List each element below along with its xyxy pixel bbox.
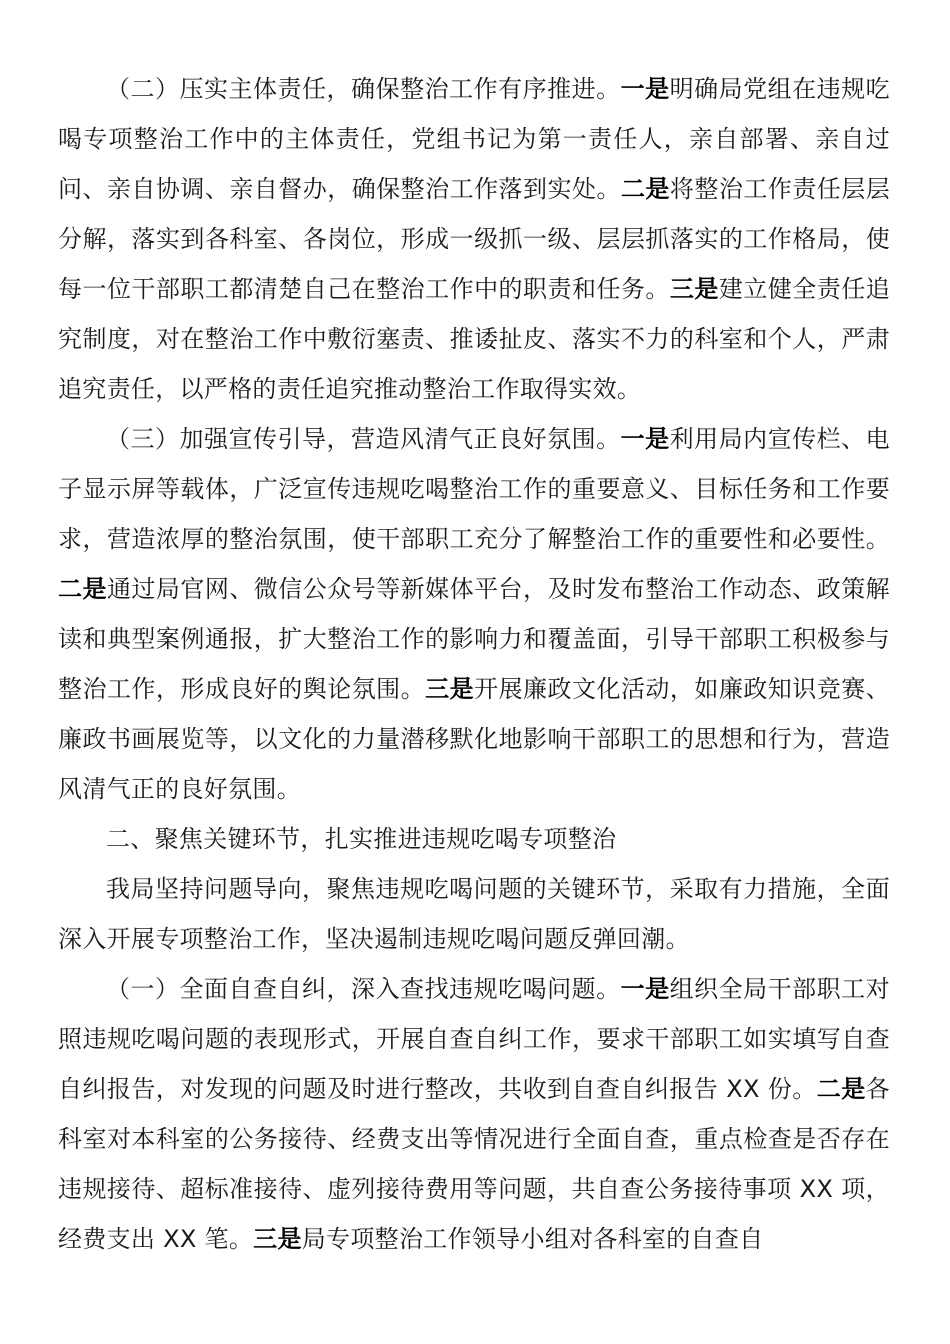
item-label: 二是 — [816, 1075, 866, 1103]
paragraph-lead: （一）全面自查自纠，深入查找违规吃喝问题。 — [106, 975, 621, 1003]
paragraph-self-inspection — [58, 964, 890, 1264]
item-text: 建立健全责任追究制度，对在整治工作中敷衍塞责、推诿扯皮、落实不力的科室和个人，严肃追究责任，以严格的责任追究推动整治工作取得实效。 — [58, 275, 890, 403]
item-label: 三是 — [425, 675, 475, 703]
paragraph-responsibility — [58, 64, 890, 414]
section-intro: 我局坚持问题导向，聚焦违规吃喝问题的关键环节，采取有力措施，全面深入开展专项整治工作，坚决遏制违规吃喝问题反弹回潮。 — [58, 875, 890, 953]
item-label: 三是 — [253, 1225, 302, 1253]
paragraph-publicity — [58, 414, 890, 814]
item-label: 一是 — [620, 75, 670, 103]
item-text: 将整治工作责任层层分解，落实到各科室、各岗位，形成一级抓一级、层层抓落实的工作格局，使每一位干部职工都清楚自己在整治工作中的职责和任务。 — [58, 175, 890, 303]
paragraph-lead: （二）压实主体责任，确保整治工作有序推进。 — [106, 75, 621, 103]
item-label: 一是 — [620, 975, 670, 1003]
item-text: 组织全局干部职工对照违规吃喝问题的表现形式，开展自查自纠工作，要求干部职工如实填写自查自纠报告，对发现的问题及时进行整改，共收到自查自纠报告 XX 份。 — [58, 975, 890, 1103]
item-text: 各科室对本科室的公务接待、经费支出等情况进行全面自查，重点检查是否存在违规接待、超标准接待、虚列接待费用等问题，共自查公务接待事项 XX 项，经费支出 XX 笔。 — [58, 1075, 890, 1253]
item-text: 利用局内宣传栏、电子显示屏等载体，广泛宣传违规吃喝整治工作的重要意义、目标任务和工作要求，营造浓厚的整治氛围，使干部职工充分了解整治工作的重要性和必要性。 — [58, 425, 890, 553]
item-text: 局专项整治工作领导小组对各科室的自查自 — [301, 1225, 764, 1253]
item-text: 开展廉政文化活动，如廉政知识竞赛、廉政书画展览等，以文化的力量潜移默化地影响干部职工的思想和行为，营造风清气正的良好氛围。 — [58, 675, 890, 803]
item-label: 二是 — [58, 575, 107, 603]
item-label: 二是 — [620, 175, 670, 203]
paragraph-lead: （三）加强宣传引导，营造风清气正良好氛围。 — [106, 425, 621, 453]
item-label: 三是 — [669, 275, 719, 303]
item-label: 一是 — [620, 425, 670, 453]
item-text: 通过局官网、微信公众号等新媒体平台，及时发布整治工作动态、政策解读和典型案例通报，扩大整治工作的影响力和覆盖面，引导干部职工积极参与整治工作，形成良好的舆论氛围。 — [58, 575, 890, 703]
section-heading: 二、聚焦关键环节，扎实推进违规吃喝专项整治 — [106, 825, 617, 853]
item-text: 明确局党组在违规吃喝专项整治工作中的主体责任，党组书记为第一责任人，亲自部署、亲自过问、亲自协调、亲自督办，确保整治工作落到实处。 — [58, 75, 890, 203]
